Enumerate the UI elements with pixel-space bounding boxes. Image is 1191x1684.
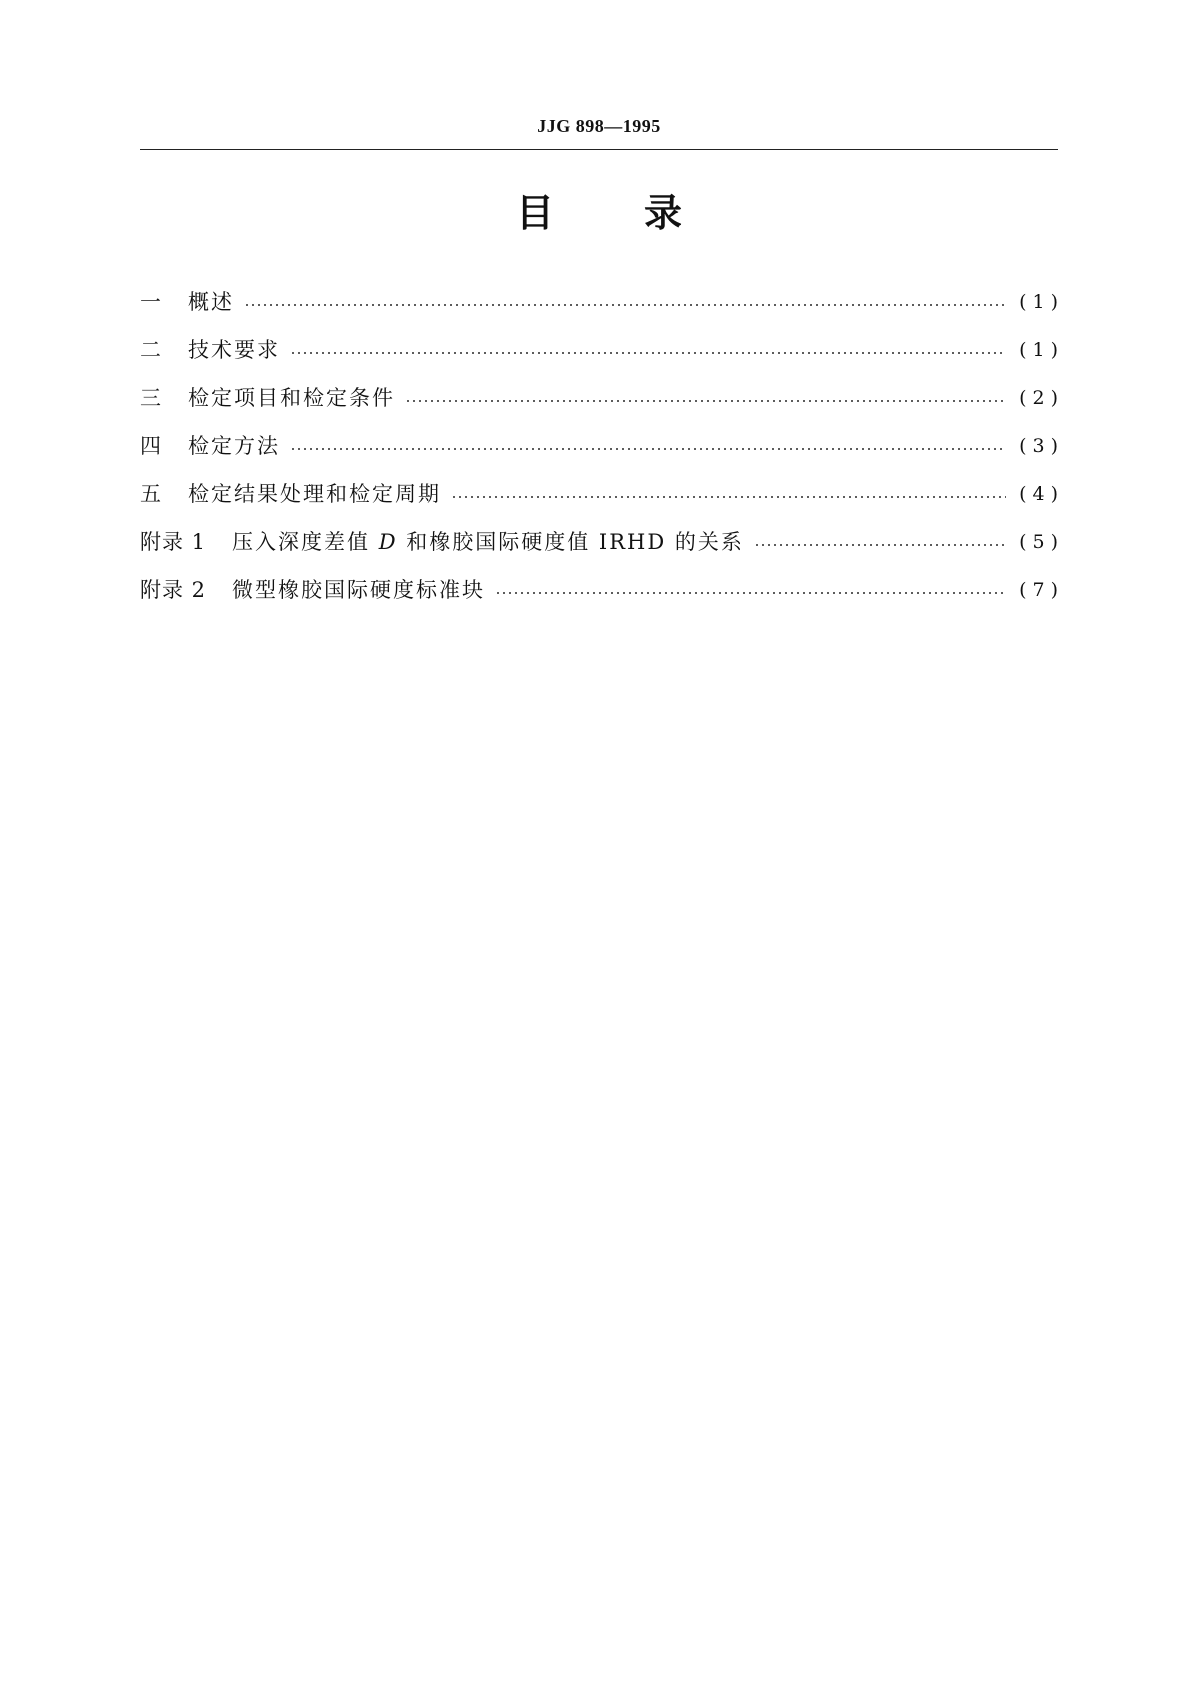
toc-entry-number: 附录 1 [140, 529, 207, 554]
toc-entry-title-part-a: 压入深度差值 [232, 529, 370, 554]
toc-entry-page: (2) [1019, 386, 1064, 409]
toc-entry-5[interactable] [140, 470, 1064, 518]
toc-entry-title: 检定方法 [188, 433, 280, 458]
toc-leader-dots [290, 448, 1006, 450]
toc-leader-dots [451, 496, 1006, 498]
toc-entry-title-part-b: 和橡胶国际硬度值 IRHD 的关系 [406, 529, 744, 554]
toc-entry-page: (1) [1019, 338, 1064, 361]
toc-entry-page: (4) [1019, 482, 1064, 505]
toc-entry-appendix-2[interactable] [140, 566, 1064, 614]
page-title-char-1: 目 [515, 191, 554, 235]
toc-entry-number: 三 [140, 385, 161, 410]
toc-entry-title: 微型橡胶国际硬度标准块 [232, 577, 485, 602]
toc-entry-title: 技术要求 [188, 337, 280, 362]
toc-entry-page: (7) [1019, 578, 1064, 601]
toc-entry-number: 二 [140, 337, 161, 362]
table-of-contents [140, 278, 1064, 614]
toc-entry-3[interactable] [140, 374, 1064, 422]
toc-entry-2[interactable] [140, 326, 1064, 374]
toc-entry-title [232, 529, 754, 554]
toc-entry-title: 检定项目和检定条件 [188, 385, 395, 410]
toc-entry-page: (5) [1019, 530, 1064, 553]
header-rule [140, 149, 1058, 150]
toc-entry-title-variable: D [378, 529, 398, 554]
toc-entry-number: 附录 2 [140, 577, 207, 602]
toc-entry-title: 检定结果处理和检定周期 [188, 481, 441, 506]
toc-leader-dots [405, 400, 1006, 402]
toc-entry-4[interactable] [140, 422, 1064, 470]
page-title [140, 191, 1058, 235]
toc-entry-number: 四 [140, 433, 161, 458]
toc-entry-1[interactable] [140, 278, 1064, 326]
toc-leader-dots [244, 304, 1006, 306]
toc-entry-number: 五 [140, 481, 161, 506]
toc-entry-page: (1) [1019, 290, 1064, 313]
toc-leader-dots [495, 592, 1006, 594]
page-title-char-2: 录 [644, 191, 683, 235]
document-code-header: JJG 898—1995 [537, 116, 661, 136]
toc-entry-appendix-1[interactable] [140, 518, 1064, 566]
toc-leader-dots [290, 352, 1006, 354]
toc-leader-dots [754, 544, 1006, 546]
toc-entry-title: 概述 [188, 289, 234, 314]
toc-entry-page: (3) [1019, 434, 1064, 457]
toc-entry-number: 一 [140, 289, 161, 314]
